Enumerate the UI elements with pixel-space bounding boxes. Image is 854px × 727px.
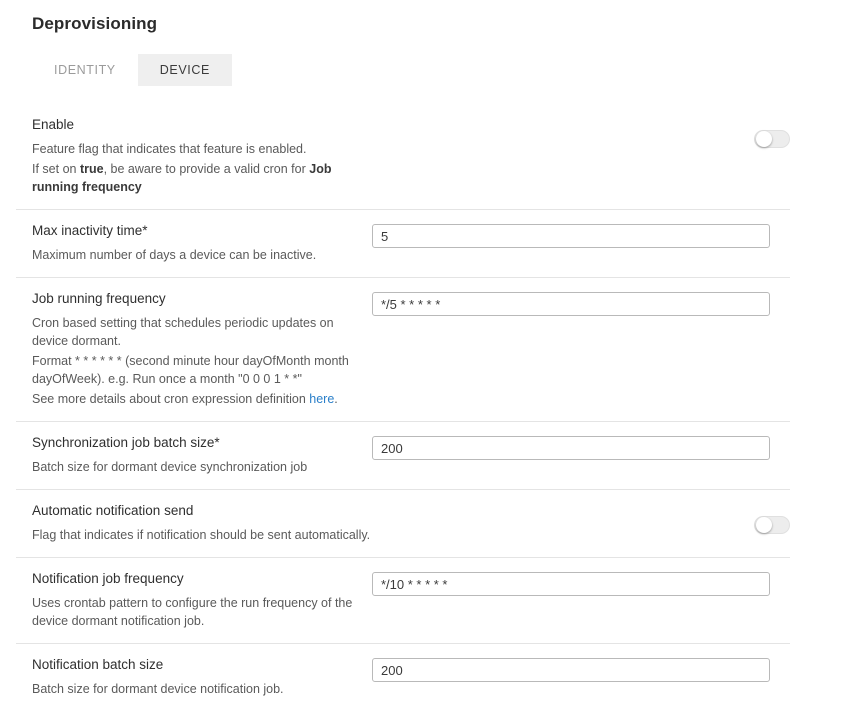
max-inactivity-time-input[interactable] — [372, 224, 770, 248]
setting-desc-max-inactivity-time: Maximum number of days a device can be inactive. — [32, 248, 317, 262]
setting-row-notification-job-frequency — [16, 557, 790, 643]
setting-row-synchronization-job-batch-size — [16, 421, 790, 489]
setting-control-enable — [372, 116, 790, 146]
setting-control-notification-batch-size — [372, 656, 790, 682]
tab-identity[interactable]: IDENTITY — [32, 54, 138, 86]
automatic-notification-send-toggle[interactable] — [754, 516, 790, 534]
setting-label-notification-job-frequency: Notification job frequency — [32, 571, 184, 586]
notification-job-frequency-input[interactable] — [372, 572, 770, 596]
settings-list — [0, 108, 854, 711]
setting-control-synchronization-job-batch-size — [372, 434, 790, 460]
setting-desc-enable-line1: Feature flag that indicates that feature is enabled. — [32, 142, 307, 156]
job-running-frequency-input[interactable] — [372, 292, 770, 316]
setting-text-synchronization-job-batch-size — [16, 434, 372, 476]
desc-bold-true: true — [79, 162, 104, 176]
setting-control-automatic-notification-send — [372, 502, 790, 532]
setting-label-notification-batch-size: Notification batch size — [32, 657, 164, 672]
desc-mid: , be aware to provide a valid cron for — [103, 162, 310, 176]
setting-control-job-running-frequency — [372, 290, 790, 316]
notification-batch-size-input[interactable] — [372, 658, 770, 682]
synchronization-job-batch-size-input[interactable] — [372, 436, 770, 460]
setting-desc-enable-line2 — [32, 160, 372, 196]
cron-expression-here-link[interactable]: here — [309, 392, 335, 406]
setting-label-enable: Enable — [32, 117, 75, 132]
setting-label-max-inactivity-time: Max inactivity time* — [32, 223, 148, 238]
toggle-knob-icon — [756, 131, 772, 147]
desc-pre: See more details about cron expression definition — [32, 392, 310, 406]
setting-control-notification-job-frequency — [372, 570, 790, 596]
setting-row-job-running-frequency — [16, 277, 790, 421]
setting-desc-job-running-frequency-line3 — [32, 390, 372, 408]
page-title: Deprovisioning — [32, 14, 158, 33]
deprovisioning-settings-page — [0, 14, 854, 727]
setting-text-job-running-frequency — [16, 290, 372, 408]
setting-row-notification-batch-size — [16, 643, 790, 711]
desc-pre: If set on — [32, 162, 80, 176]
setting-label-job-running-frequency: Job running frequency — [32, 291, 166, 306]
toggle-knob-icon — [756, 517, 772, 533]
setting-desc-automatic-notification-send: Flag that indicates if notification should be sent automatically. — [32, 528, 371, 542]
setting-text-enable — [16, 116, 372, 196]
setting-text-notification-job-frequency — [16, 570, 372, 630]
setting-desc-synchronization-job-batch-size: Batch size for dormant device synchronization job — [32, 460, 308, 474]
setting-desc-notification-batch-size: Batch size for dormant device notification job. — [32, 682, 284, 696]
setting-text-notification-batch-size — [16, 656, 372, 698]
setting-desc-notification-job-frequency: Uses crontab pattern to configure the run frequency of the device dormant notification job. — [32, 596, 353, 628]
tab-bar — [32, 52, 854, 86]
tab-device[interactable]: DEVICE — [138, 54, 232, 86]
enable-toggle[interactable] — [754, 130, 790, 148]
setting-row-automatic-notification-send — [16, 489, 790, 557]
setting-label-synchronization-job-batch-size: Synchronization job batch size* — [32, 435, 220, 450]
desc-bold-job-running-frequency: Job running frequency — [32, 162, 332, 194]
desc-post: . — [334, 392, 338, 406]
setting-row-enable — [16, 108, 790, 209]
setting-desc-job-running-frequency-line1: Cron based setting that schedules periodic updates on device dormant. — [32, 316, 334, 348]
setting-text-max-inactivity-time — [16, 222, 372, 264]
setting-row-max-inactivity-time — [16, 209, 790, 277]
setting-label-automatic-notification-send: Automatic notification send — [32, 503, 194, 518]
setting-control-max-inactivity-time — [372, 222, 790, 248]
setting-text-automatic-notification-send — [16, 502, 372, 544]
setting-desc-job-running-frequency-line2: Format * * * * * * (second minute hour dayOfMonth month dayOfWeek). e.g. Run once a month "0 0 0 1 * *" — [32, 354, 349, 386]
